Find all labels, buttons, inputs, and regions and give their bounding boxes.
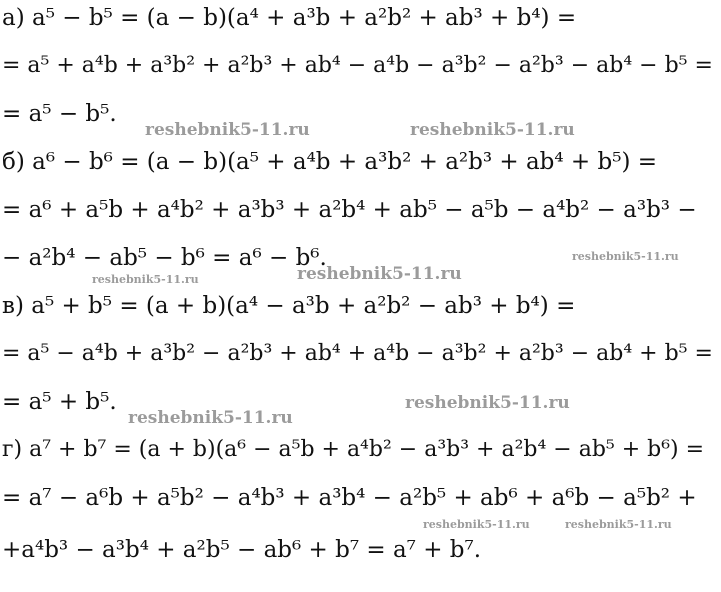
- watermark: reshebnik5-11.ru: [423, 518, 530, 531]
- watermark: reshebnik5-11.ru: [410, 120, 575, 140]
- solution-line-b1: б) a⁶ − b⁶ = (a − b)(a⁵ + a⁴b + a³b² + a²b³ + ab⁴ + b⁵) =: [2, 149, 658, 175]
- solution-line-a3: = a⁵ − b⁵.: [2, 101, 117, 127]
- watermark: reshebnik5-11.ru: [405, 393, 570, 413]
- solution-line-a1: а) a⁵ − b⁵ = (a − b)(a⁴ + a³b + a²b² + ab³ + b⁴) =: [2, 5, 577, 31]
- watermark: reshebnik5-11.ru: [565, 518, 672, 531]
- solution-line-c3: = a⁵ + b⁵.: [2, 389, 117, 415]
- solution-line-d3: +a⁴b³ − a³b⁴ + a²b⁵ − ab⁶ + b⁷ = a⁷ + b⁷.: [2, 537, 482, 563]
- solution-line-c1: в) a⁵ + b⁵ = (a + b)(a⁴ − a³b + a²b² − ab³ + b⁴) =: [2, 293, 576, 319]
- solution-line-b3: − a²b⁴ − ab⁵ − b⁶ = a⁶ − b⁶.: [2, 245, 327, 271]
- solution-line-b2: = a⁶ + a⁵b + a⁴b² + a³b³ + a²b⁴ + ab⁵ − a⁵b − a⁴b² − a³b³ −: [2, 197, 697, 223]
- solution-line-a2: = a⁵ + a⁴b + a³b² + a²b³ + ab⁴ − a⁴b − a³b² − a²b³ − ab⁴ − b⁵ =: [2, 53, 713, 78]
- solution-line-d2: = a⁷ − a⁶b + a⁵b² − a⁴b³ + a³b⁴ − a²b⁵ + ab⁶ + a⁶b − a⁵b² +: [2, 485, 697, 511]
- watermark: reshebnik5-11.ru: [297, 264, 462, 284]
- watermark: reshebnik5-11.ru: [128, 408, 293, 428]
- solution-line-c2: = a⁵ − a⁴b + a³b² − a²b³ + ab⁴ + a⁴b − a³b² + a²b³ − ab⁴ + b⁵ =: [2, 341, 713, 366]
- solution-line-d1: г) a⁷ + b⁷ = (a + b)(a⁶ − a⁵b + a⁴b² − a³b³ + a²b⁴ − ab⁵ + b⁶) =: [2, 437, 705, 462]
- watermark: reshebnik5-11.ru: [92, 273, 199, 286]
- watermark: reshebnik5-11.ru: [145, 120, 310, 140]
- watermark: reshebnik5-11.ru: [572, 250, 679, 263]
